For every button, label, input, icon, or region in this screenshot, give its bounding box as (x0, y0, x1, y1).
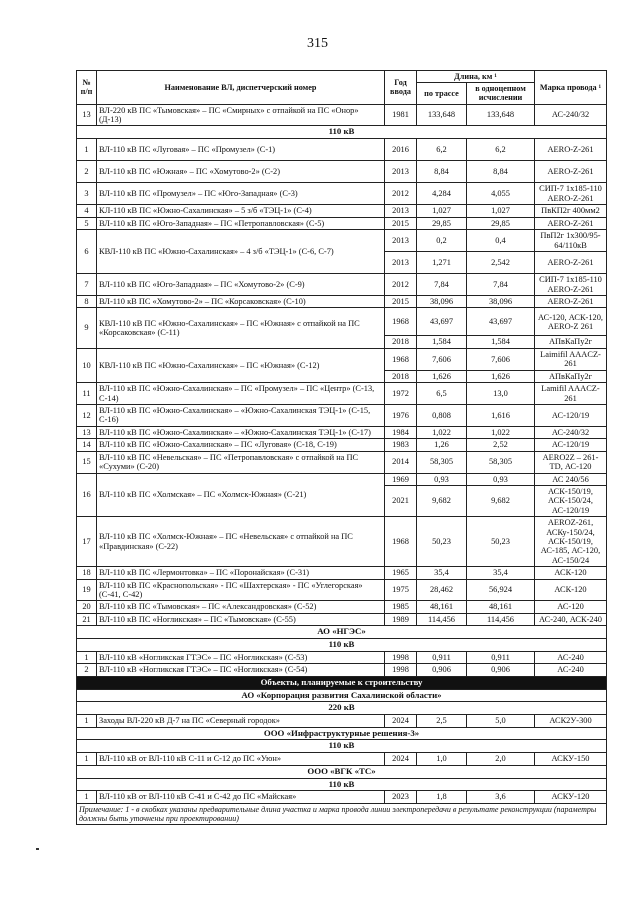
row-name: ВЛ-110 кВ ПС «Тымовская» – ПС «Александровская» (С-52) (97, 601, 385, 613)
row-wire: AERO2Z – 261-TD, АС-120 (535, 451, 607, 473)
row-single: 38,096 (467, 296, 535, 308)
row-num: 20 (77, 601, 97, 613)
row-name: КВЛ-110 кВ ПС «Южно-Сахалинская» – ПС «Южная» (С-12) (97, 348, 385, 382)
row-route: 1,022 (417, 426, 467, 438)
row-route: 1,027 (417, 205, 467, 217)
table-row (77, 274, 607, 296)
row-year: 1998 (385, 651, 417, 663)
row-route: 0,906 (417, 664, 467, 676)
row-wire: АПвКаПу2г (535, 370, 607, 382)
row-num: 1 (77, 791, 97, 803)
table-row (77, 205, 607, 217)
row-year: 2013 (385, 205, 417, 217)
row-single: 1,626 (467, 370, 535, 382)
scan-speck (36, 848, 39, 850)
row-num: 7 (77, 274, 97, 296)
row-year: 1972 (385, 383, 417, 405)
row-wire: АС-240/32 (535, 426, 607, 438)
row-year: 1983 (385, 439, 417, 451)
section-row (77, 676, 607, 689)
row-year: 1975 (385, 579, 417, 601)
table-row (77, 567, 607, 579)
row-name: ВЛ-110 кВ ПС «Лермонтовка» – ПС «Поронайская» (С-31) (97, 567, 385, 579)
section-row (77, 702, 607, 715)
header-length: Длина, км ¹ (417, 71, 535, 83)
row-wire: AEROZ-261, АСКу-150/24, АСК-150/19, АС-185, АС-120, АС-150/24 (535, 517, 607, 567)
section-row (77, 639, 607, 652)
row-wire: АСК-150/19, АСК-150/24, АС-120/19 (535, 485, 607, 516)
row-route: 1,0 (417, 753, 467, 765)
row-name: КВЛ-110 кВ ПС «Южно-Сахалинская» – 4 з/б «ТЭЦ-1» (С-6, С-7) (97, 230, 385, 274)
row-year: 2014 (385, 451, 417, 473)
row-year: 2023 (385, 791, 417, 803)
table-row (77, 383, 607, 405)
table-row (77, 601, 607, 613)
row-year: 1985 (385, 601, 417, 613)
table-row (77, 426, 607, 438)
row-num: 4 (77, 205, 97, 217)
row-year: 2013 (385, 230, 417, 252)
table-row (77, 296, 607, 308)
row-route: 8,84 (417, 161, 467, 183)
header-year: Год ввода (385, 71, 417, 105)
note-row (77, 803, 607, 824)
row-route: 6,5 (417, 383, 467, 405)
row-single: 0,4 (467, 230, 535, 252)
row-num: 3 (77, 183, 97, 205)
row-route: 58,305 (417, 451, 467, 473)
row-year: 2015 (385, 217, 417, 229)
row-route: 0,2 (417, 230, 467, 252)
row-route: 35,4 (417, 567, 467, 579)
table-row (77, 651, 607, 663)
row-wire: СИП-7 1х185-110 AERO-Z-261 (535, 183, 607, 205)
row-num: 6 (77, 230, 97, 274)
row-route: 2,5 (417, 715, 467, 727)
row-wire: АС-120/19 (535, 439, 607, 451)
row-year: 1989 (385, 613, 417, 625)
section-110kv: 110 кВ (77, 740, 607, 753)
row-wire: АСК-120 (535, 567, 607, 579)
table-row (77, 308, 607, 336)
section-110kv: 110 кВ (77, 126, 607, 139)
row-num: 11 (77, 383, 97, 405)
row-single: 4,055 (467, 183, 535, 205)
row-year: 2012 (385, 183, 417, 205)
row-name: ВЛ-110 кВ ПС «Ногликская» – ПС «Тымовская» (С-55) (97, 613, 385, 625)
row-name: ВЛ-110 кВ от ВЛ-110 кВ С-41 и С-42 до ПС «Майская» (97, 791, 385, 803)
table-row (77, 183, 607, 205)
row-num: 1 (77, 753, 97, 765)
section-220kv: 220 кВ (77, 702, 607, 715)
row-wire: АС-120 (535, 601, 607, 613)
row-num: 1 (77, 651, 97, 663)
row-num: 13 (77, 426, 97, 438)
row-year: 2024 (385, 715, 417, 727)
row-single: 2,0 (467, 753, 535, 765)
header-wire: Марка провода ¹ (535, 71, 607, 105)
row-year: 2013 (385, 252, 417, 274)
row-year: 1968 (385, 348, 417, 370)
page-number: 315 (307, 36, 328, 51)
row-name: ВЛ-220 кВ ПС «Тымовская» – ПС «Смирных» с отпайкой на ПС «Онор» (Д-13) (97, 104, 385, 126)
table-row (77, 715, 607, 727)
section-planned: Объекты, планируемые к строительству (77, 676, 607, 689)
row-wire: АПвКаПу2г (535, 336, 607, 348)
row-wire: AERO-Z-261 (535, 296, 607, 308)
section-ao-korp: АО «Корпорация развития Сахалинской области» (77, 689, 607, 702)
table-row (77, 753, 607, 765)
table-row (77, 230, 607, 252)
row-num: 5 (77, 217, 97, 229)
row-name: ВЛ-110 кВ ПС «Холмск-Южная» – ПС «Невельская» с отпайкой на ПС «Правдинская» (С-22) (97, 517, 385, 567)
table-row (77, 579, 607, 601)
row-name: ВЛ-110 кВ ПС «Невельская» – ПС «Петропавловская» с отпайкой на ПС «Сухуми» (С-20) (97, 451, 385, 473)
row-name: ВЛ-110 кВ «Ногликская ГТЭС» – ПС «Ногликская» (С-54) (97, 664, 385, 676)
row-num: 1 (77, 139, 97, 161)
row-name: ВЛ-110 кВ ПС «Юго-Западная» – ПС «Петропавловская» (С-5) (97, 217, 385, 229)
row-year: 2018 (385, 336, 417, 348)
row-num: 12 (77, 405, 97, 427)
row-num: 2 (77, 161, 97, 183)
row-single: 7,606 (467, 348, 535, 370)
row-route: 0,93 (417, 473, 467, 485)
row-num: 13 (77, 104, 97, 126)
row-year: 1984 (385, 426, 417, 438)
row-name: ВЛ-110 кВ ПС «Холмская» – ПС «Холмск-Южная» (С-21) (97, 473, 385, 517)
row-year: 2018 (385, 370, 417, 382)
row-route: 7,606 (417, 348, 467, 370)
row-single: 56,924 (467, 579, 535, 601)
table-row (77, 348, 607, 370)
row-route: 114,456 (417, 613, 467, 625)
row-num: 16 (77, 473, 97, 517)
table-header-row (77, 71, 607, 83)
row-name: ВЛ-110 кВ ПС «Южно-Сахалинская» – ПС «Луговая» (С-18, С-19) (97, 439, 385, 451)
table-row (77, 473, 607, 485)
section-row (77, 765, 607, 778)
row-route: 1,626 (417, 370, 467, 382)
row-single: 1,584 (467, 336, 535, 348)
row-num: 17 (77, 517, 97, 567)
row-single: 50,23 (467, 517, 535, 567)
row-route: 1,584 (417, 336, 467, 348)
row-name: ВЛ-110 кВ ПС «Южная» – ПС «Хомутово-2» (С-2) (97, 161, 385, 183)
row-route: 48,161 (417, 601, 467, 613)
section-row (77, 126, 607, 139)
row-route: 6,2 (417, 139, 467, 161)
row-year: 1968 (385, 308, 417, 336)
row-year: 2013 (385, 161, 417, 183)
header-name: Наименование ВЛ, диспетчерский номер (97, 71, 385, 105)
row-wire: АС-240 (535, 651, 607, 663)
footnote: Примечание: 1 - в скобках указаны предварительные длина участка и марка провода линии электропередачи в результате реконструкции (параметры должны быть уточнены при проектировании) (77, 803, 607, 824)
row-wire: AERO-Z-261 (535, 252, 607, 274)
row-single: 3,6 (467, 791, 535, 803)
section-row (77, 626, 607, 639)
section-row (77, 689, 607, 702)
row-year: 2012 (385, 274, 417, 296)
row-name: КЛ-110 кВ ПС «Южно-Сахалинская» – 5 з/б «ТЭЦ-1» (С-4) (97, 205, 385, 217)
row-name: ВЛ-110 кВ ПС «Юго-Западная» – ПС «Хомутово-2» (С-9) (97, 274, 385, 296)
row-wire: АС 240/56 (535, 473, 607, 485)
row-num: 8 (77, 296, 97, 308)
row-route: 1,26 (417, 439, 467, 451)
row-single: 0,911 (467, 651, 535, 663)
row-year: 1965 (385, 567, 417, 579)
table-row (77, 791, 607, 803)
row-wire: АС-240/32 (535, 104, 607, 126)
row-route: 7,84 (417, 274, 467, 296)
row-year: 2021 (385, 485, 417, 516)
row-name: ВЛ-110 кВ «Ногликская ГТЭС» – ПС «Ногликская» (С-53) (97, 651, 385, 663)
row-single: 2,542 (467, 252, 535, 274)
row-name: ВЛ-110 кВ ПС «Южно-Сахалинская» – ПС «Промузел» – ПС «Центр» (С-13, С-14) (97, 383, 385, 405)
row-name: ВЛ-110 кВ ПС «Хомутово-2» – ПС «Корсаковская» (С-10) (97, 296, 385, 308)
row-route: 50,23 (417, 517, 467, 567)
row-single: 8,84 (467, 161, 535, 183)
table-row (77, 613, 607, 625)
row-single: 1,616 (467, 405, 535, 427)
row-single: 1,022 (467, 426, 535, 438)
row-wire: АС-120/19 (535, 405, 607, 427)
row-wire: АСК2У-300 (535, 715, 607, 727)
header-num: № п/п (77, 71, 97, 105)
row-name: ВЛ-110 кВ ПС «Луговая» – ПС «Промузел» (С-1) (97, 139, 385, 161)
row-route: 4,284 (417, 183, 467, 205)
row-single: 7,84 (467, 274, 535, 296)
section-ooo-infra: ООО «Инфраструктурные решения-3» (77, 727, 607, 740)
row-route: 43,697 (417, 308, 467, 336)
power-lines-table (76, 70, 607, 825)
row-wire: АСК-120 (535, 579, 607, 601)
row-name: ВЛ-110 кВ ПС «Краснопольская» - ПС «Шахтерская» - ПС «Углегорская» (С-41, С-42) (97, 579, 385, 601)
row-route: 1,271 (417, 252, 467, 274)
row-wire: АС-240, АСК-240 (535, 613, 607, 625)
row-single: 13,0 (467, 383, 535, 405)
row-num: 9 (77, 308, 97, 348)
row-route: 9,682 (417, 485, 467, 516)
row-route: 0,911 (417, 651, 467, 663)
row-num: 2 (77, 664, 97, 676)
row-single: 43,697 (467, 308, 535, 336)
row-single: 48,161 (467, 601, 535, 613)
row-route: 28,462 (417, 579, 467, 601)
row-wire: AERO-Z-261 (535, 161, 607, 183)
row-route: 0,808 (417, 405, 467, 427)
row-year: 2024 (385, 753, 417, 765)
row-wire: Laimifil AAACZ-261 (535, 348, 607, 370)
row-route: 38,096 (417, 296, 467, 308)
row-wire: АСКУ-150 (535, 753, 607, 765)
section-ao-nges: АО «НГЭС» (77, 626, 607, 639)
section-110kv: 110 кВ (77, 778, 607, 791)
row-single: 1,027 (467, 205, 535, 217)
row-wire: АС-240 (535, 664, 607, 676)
row-single: 6,2 (467, 139, 535, 161)
row-year: 2016 (385, 139, 417, 161)
row-wire: ПвКП2г 400мм2 (535, 205, 607, 217)
section-110kv: 110 кВ (77, 639, 607, 652)
row-wire: СИП-7 1х185-110 AERO-Z-261 (535, 274, 607, 296)
row-year: 2015 (385, 296, 417, 308)
table-row (77, 104, 607, 126)
row-year: 1981 (385, 104, 417, 126)
row-wire: АС-120, АСК-120, AERO-Z 261 (535, 308, 607, 336)
row-name: ВЛ-110 кВ ПС «Южно-Сахалинская» – «Южно-Сахалинская ТЭЦ-1» (С-17) (97, 426, 385, 438)
row-num: 21 (77, 613, 97, 625)
row-single: 114,456 (467, 613, 535, 625)
row-year: 1976 (385, 405, 417, 427)
row-single: 0,906 (467, 664, 535, 676)
row-year: 1968 (385, 517, 417, 567)
section-row (77, 727, 607, 740)
row-wire: Lamifil AAACZ-261 (535, 383, 607, 405)
row-route: 133,648 (417, 104, 467, 126)
table-row (77, 405, 607, 427)
row-wire: АСКУ-120 (535, 791, 607, 803)
table-row (77, 439, 607, 451)
row-single: 5,0 (467, 715, 535, 727)
section-ooo-vgk: ООО «ВГК «ТС» (77, 765, 607, 778)
row-name: Заходы ВЛ-220 кВ Д-7 на ПС «Северный городок» (97, 715, 385, 727)
header-single-circuit: в одноцепном исчислении (467, 83, 535, 104)
row-name: КВЛ-110 кВ ПС «Южно-Сахалинская» – ПС «Южная» с отпайкой на ПС «Корсаковская» (С-11) (97, 308, 385, 348)
row-wire: AERO-Z-261 (535, 139, 607, 161)
row-single: 133,648 (467, 104, 535, 126)
row-single: 0,93 (467, 473, 535, 485)
row-year: 1969 (385, 473, 417, 485)
row-single: 58,305 (467, 451, 535, 473)
row-route: 1,8 (417, 791, 467, 803)
table-row (77, 217, 607, 229)
row-route: 29,85 (417, 217, 467, 229)
header-by-route: по трассе (417, 83, 467, 104)
row-num: 19 (77, 579, 97, 601)
row-name: ВЛ-110 кВ от ВЛ-110 кВ С-11 и С-12 до ПС «Уюн» (97, 753, 385, 765)
table-row (77, 139, 607, 161)
row-year: 1998 (385, 664, 417, 676)
row-single: 2,52 (467, 439, 535, 451)
row-single: 35,4 (467, 567, 535, 579)
table-row (77, 161, 607, 183)
row-name: ВЛ-110 кВ ПС «Промузел» – ПС «Юго-Западная» (С-3) (97, 183, 385, 205)
table-row (77, 664, 607, 676)
row-single: 29,85 (467, 217, 535, 229)
row-wire: AERO-Z-261 (535, 217, 607, 229)
row-num: 18 (77, 567, 97, 579)
row-num: 15 (77, 451, 97, 473)
section-row (77, 778, 607, 791)
table-row (77, 451, 607, 473)
row-name: ВЛ-110 кВ ПС «Южно-Сахалинская» – «Южно-Сахалинская ТЭЦ-1» (С-15, С-16) (97, 405, 385, 427)
row-single: 9,682 (467, 485, 535, 516)
row-num: 1 (77, 715, 97, 727)
table-row (77, 517, 607, 567)
row-num: 10 (77, 348, 97, 382)
section-row (77, 740, 607, 753)
row-wire: ПвП2г 1х300/95-64/110кВ (535, 230, 607, 252)
row-num: 14 (77, 439, 97, 451)
